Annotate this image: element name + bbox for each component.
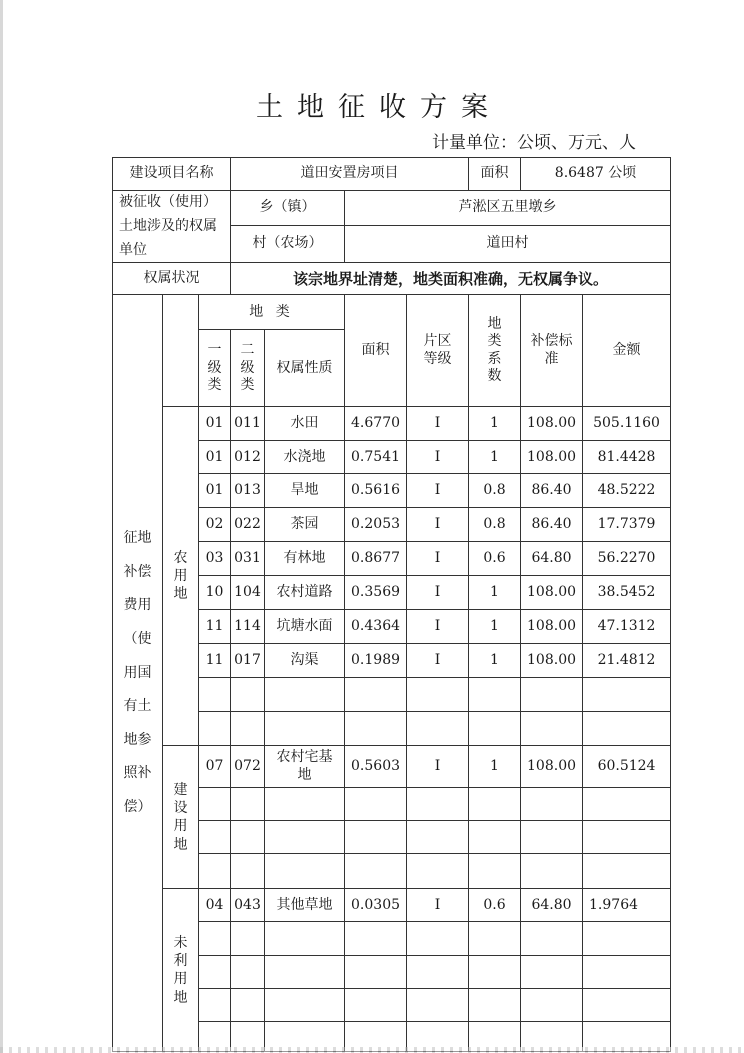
empty-cell <box>231 922 265 956</box>
empty-cell <box>345 678 407 712</box>
header-blank <box>163 295 199 407</box>
cell-amount: 17.7379 <box>583 508 671 542</box>
header-coef: 地类系数 <box>469 295 521 407</box>
cell-coef: 1 <box>469 407 521 441</box>
empty-cell <box>265 678 345 712</box>
cell-area: 0.3569 <box>345 576 407 610</box>
area-value: 8.6487 公顷 <box>521 158 671 191</box>
empty-cell <box>345 788 407 821</box>
owner-label: 被征收（使用）土地涉及的权属单位 <box>113 191 231 263</box>
header-std: 补偿标准 <box>521 295 583 407</box>
empty-cell <box>521 821 583 854</box>
village-value: 道田村 <box>345 226 671 263</box>
header-nature: 权属性质 <box>265 330 345 407</box>
empty-cell <box>469 989 521 1022</box>
empty-cell <box>265 854 345 889</box>
cell-std: 108.00 <box>521 407 583 441</box>
empty-cell <box>407 678 469 712</box>
cell-nature: 水田 <box>265 407 345 441</box>
empty-cell <box>407 922 469 956</box>
cell-level1: 01 <box>199 474 231 508</box>
empty-cell <box>199 922 231 956</box>
cell-level2: 114 <box>231 610 265 644</box>
cell-zone: I <box>407 746 469 788</box>
cell-level2: 031 <box>231 542 265 576</box>
empty-cell <box>583 821 671 854</box>
header-zone: 片区等级 <box>407 295 469 407</box>
cell-nature: 旱地 <box>265 474 345 508</box>
cell-level2: 104 <box>231 576 265 610</box>
empty-cell <box>469 788 521 821</box>
empty-cell <box>583 712 671 746</box>
empty-cell <box>265 821 345 854</box>
cell-level1: 02 <box>199 508 231 542</box>
empty-cell <box>345 922 407 956</box>
cell-area: 0.0305 <box>345 889 407 922</box>
empty-cell <box>407 956 469 989</box>
empty-cell <box>265 788 345 821</box>
group-build-label: 建设用地 <box>173 782 188 853</box>
empty-cell <box>469 678 521 712</box>
cell-nature: 农村道路 <box>265 576 345 610</box>
empty-cell <box>345 989 407 1022</box>
cell-zone: I <box>407 542 469 576</box>
empty-cell <box>469 956 521 989</box>
cell-coef: 0.8 <box>469 508 521 542</box>
empty-cell <box>265 989 345 1022</box>
empty-cell <box>231 678 265 712</box>
cell-std: 108.00 <box>521 576 583 610</box>
empty-cell <box>407 788 469 821</box>
cell-std: 108.00 <box>521 644 583 678</box>
scan-edge <box>0 0 3 1053</box>
cell-level2: 022 <box>231 508 265 542</box>
rights-value: 该宗地界址清楚，地类面积准确，无权属争议。 <box>231 263 671 295</box>
cell-area: 4.6770 <box>345 407 407 441</box>
empty-cell <box>199 854 231 889</box>
cell-amount: 81.4428 <box>583 441 671 474</box>
unit-note: 计量单位：公顷、万元、人 <box>432 133 636 153</box>
cell-coef: 1 <box>469 746 521 788</box>
project-name-label: 建设项目名称 <box>113 158 231 191</box>
empty-cell <box>469 922 521 956</box>
cell-zone: I <box>407 508 469 542</box>
cell-level1: 10 <box>199 576 231 610</box>
cell-area: 0.5616 <box>345 474 407 508</box>
cell-level1: 07 <box>199 746 231 788</box>
empty-cell <box>521 989 583 1022</box>
cell-zone: I <box>407 576 469 610</box>
empty-cell <box>583 854 671 889</box>
empty-cell <box>583 788 671 821</box>
empty-cell <box>407 854 469 889</box>
empty-cell <box>199 678 231 712</box>
cell-level2: 011 <box>231 407 265 441</box>
cell-zone: I <box>407 889 469 922</box>
empty-cell <box>265 712 345 746</box>
cell-amount: 60.5124 <box>583 746 671 788</box>
empty-cell <box>407 989 469 1022</box>
cell-level1: 11 <box>199 610 231 644</box>
empty-cell <box>345 854 407 889</box>
rights-label: 权属状况 <box>113 263 231 295</box>
cell-area: 0.1989 <box>345 644 407 678</box>
area-label: 面积 <box>469 158 521 191</box>
cell-amount: 48.5222 <box>583 474 671 508</box>
cell-coef: 0.6 <box>469 542 521 576</box>
empty-cell <box>521 788 583 821</box>
cell-area: 0.5603 <box>345 746 407 788</box>
empty-cell <box>521 956 583 989</box>
cell-area: 0.4364 <box>345 610 407 644</box>
cell-nature: 水浇地 <box>265 441 345 474</box>
cell-nature: 有林地 <box>265 542 345 576</box>
expropriation-table <box>112 157 671 1052</box>
cell-amount: 47.1312 <box>583 610 671 644</box>
cell-coef: 0.6 <box>469 889 521 922</box>
empty-cell <box>407 712 469 746</box>
cell-level1: 11 <box>199 644 231 678</box>
cell-std: 86.40 <box>521 474 583 508</box>
empty-cell <box>199 712 231 746</box>
empty-cell <box>231 989 265 1022</box>
empty-cell <box>583 956 671 989</box>
empty-cell <box>345 821 407 854</box>
empty-cell <box>199 788 231 821</box>
header-area: 面积 <box>345 295 407 407</box>
cell-level2: 017 <box>231 644 265 678</box>
cell-nature: 茶园 <box>265 508 345 542</box>
cell-zone: I <box>407 474 469 508</box>
scan-noise <box>0 1047 744 1053</box>
empty-cell <box>521 922 583 956</box>
cell-zone: I <box>407 610 469 644</box>
cell-zone: I <box>407 441 469 474</box>
group-agri-label: 农用地 <box>173 550 188 603</box>
empty-cell <box>231 956 265 989</box>
cell-area: 0.7541 <box>345 441 407 474</box>
cell-std: 108.00 <box>521 610 583 644</box>
group-unused-label: 未利用地 <box>173 935 188 1006</box>
empty-cell <box>407 821 469 854</box>
cell-std: 86.40 <box>521 508 583 542</box>
group-unused <box>163 889 199 1052</box>
empty-cell <box>521 712 583 746</box>
cell-amount: 21.4812 <box>583 644 671 678</box>
cell-level1: 01 <box>199 407 231 441</box>
cell-coef: 1 <box>469 610 521 644</box>
cell-nature: 农村宅基地 <box>265 746 345 788</box>
cell-level2: 012 <box>231 441 265 474</box>
group-agri <box>163 407 199 746</box>
cell-amount: 1.9764 <box>583 889 671 922</box>
cell-std: 108.00 <box>521 441 583 474</box>
empty-cell <box>583 678 671 712</box>
empty-cell <box>521 854 583 889</box>
cell-level1: 01 <box>199 441 231 474</box>
header-level1: 一级类 <box>199 330 231 407</box>
empty-cell <box>231 854 265 889</box>
town-value: 芦淞区五里墩乡 <box>345 191 671 226</box>
cell-std: 64.80 <box>521 542 583 576</box>
empty-cell <box>469 712 521 746</box>
empty-cell <box>345 956 407 989</box>
project-name-value: 道田安置房项目 <box>231 158 469 191</box>
cell-zone: I <box>407 644 469 678</box>
page-title: 土地征收方案 <box>256 92 502 123</box>
cell-amount: 56.2270 <box>583 542 671 576</box>
empty-cell <box>265 956 345 989</box>
village-label: 村（农场） <box>231 226 345 263</box>
cell-coef: 1 <box>469 576 521 610</box>
header-amount: 金额 <box>583 295 671 407</box>
empty-cell <box>469 821 521 854</box>
cell-nature: 其他草地 <box>265 889 345 922</box>
group-build <box>163 746 199 889</box>
town-label: 乡（镇） <box>231 191 345 226</box>
empty-cell <box>345 712 407 746</box>
empty-cell <box>199 956 231 989</box>
header-land-type: 地 类 <box>199 295 345 330</box>
cell-zone: I <box>407 407 469 441</box>
cell-level2: 072 <box>231 746 265 788</box>
cell-level1: 04 <box>199 889 231 922</box>
empty-cell <box>231 712 265 746</box>
compensation-side-text: 征地补偿费用（使用国有土地参照补偿） <box>123 530 152 815</box>
cell-coef: 1 <box>469 441 521 474</box>
cell-level1: 03 <box>199 542 231 576</box>
cell-area: 0.8677 <box>345 542 407 576</box>
empty-cell <box>199 821 231 854</box>
empty-cell <box>265 922 345 956</box>
cell-level2: 043 <box>231 889 265 922</box>
empty-cell <box>583 989 671 1022</box>
empty-cell <box>199 989 231 1022</box>
empty-cell <box>583 922 671 956</box>
cell-amount: 38.5452 <box>583 576 671 610</box>
empty-cell <box>469 854 521 889</box>
cell-amount: 505.1160 <box>583 407 671 441</box>
compensation-side-label <box>113 295 163 1052</box>
cell-nature: 坑塘水面 <box>265 610 345 644</box>
cell-level2: 013 <box>231 474 265 508</box>
cell-coef: 0.8 <box>469 474 521 508</box>
cell-area: 0.2053 <box>345 508 407 542</box>
cell-coef: 1 <box>469 644 521 678</box>
cell-std: 108.00 <box>521 746 583 788</box>
header-level2: 二级类 <box>231 330 265 407</box>
empty-cell <box>521 678 583 712</box>
cell-nature: 沟渠 <box>265 644 345 678</box>
empty-cell <box>231 788 265 821</box>
empty-cell <box>231 821 265 854</box>
cell-std: 64.80 <box>521 889 583 922</box>
